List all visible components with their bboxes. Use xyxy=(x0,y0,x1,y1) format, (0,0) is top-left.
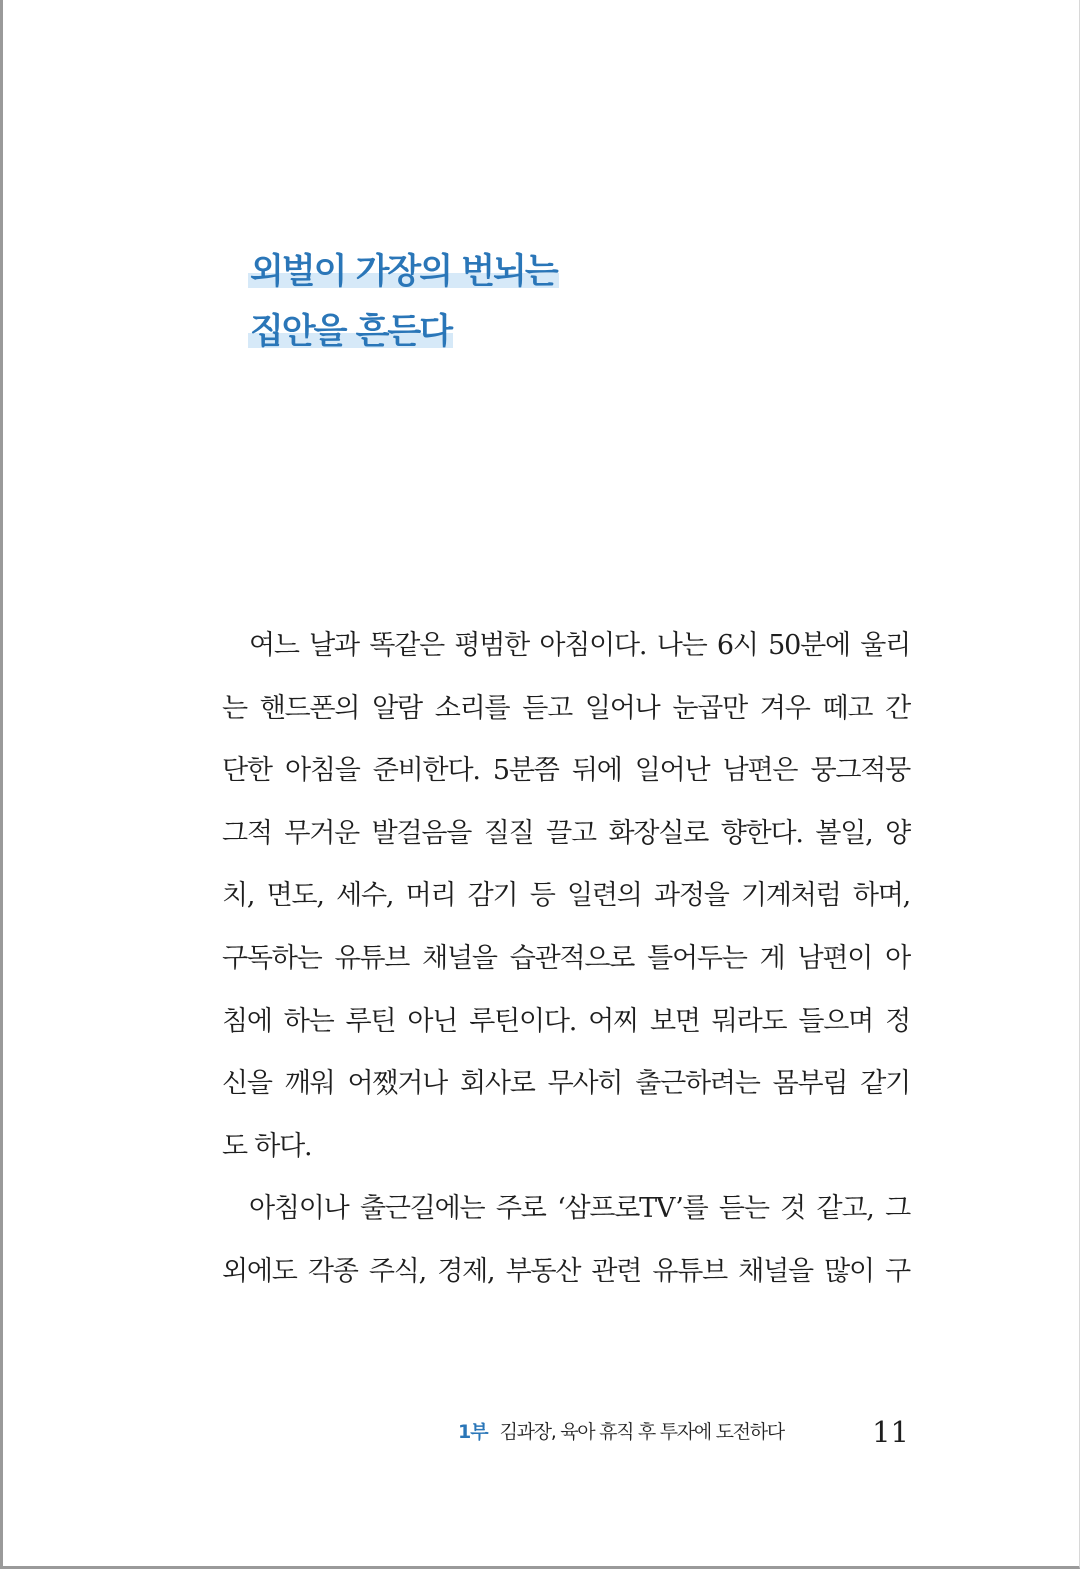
body-line: 도 하다. xyxy=(222,1130,312,1162)
body-line: 그적 무거운 발걸음을 질질 끌고 화장실로 향한다. 볼일, 양 xyxy=(222,817,910,849)
body-line: 여느 날과 똑같은 평범한 아침이다. 나는 6시 50분에 울리 xyxy=(249,630,910,661)
footer-chapter-title: 김과장, 육아 휴직 후 투자에 도전하다 xyxy=(499,1421,784,1443)
body-line: 단한 아침을 준비한다. 5분쯤 뒤에 일어난 남편은 뭉그적뭉 xyxy=(222,755,910,787)
body-line: 신을 깨워 어쨌거나 회사로 무사히 출근하려는 몸부림 같기 xyxy=(222,1068,910,1100)
body-line: 외에도 각종 주식, 경제, 부동산 관련 유튜브 채널을 많이 구 xyxy=(222,1255,910,1287)
chapter-title xyxy=(248,246,559,366)
running-footer xyxy=(458,1410,784,1454)
footer-part-label: 1부 xyxy=(458,1421,488,1443)
body-text xyxy=(222,615,910,1304)
body-line: 아침이나 출근길에는 주로 ‘삼프로TV’를 듣는 것 같고, 그 xyxy=(249,1193,910,1225)
body-line: 침에 하는 루틴 아닌 루틴이다. 어찌 보면 뭐라도 들으며 정 xyxy=(222,1005,910,1037)
chapter-title-line: 집안을 흔든다 xyxy=(250,312,452,352)
body-line: 는 핸드폰의 알람 소리를 듣고 일어나 눈곱만 겨우 떼고 간 xyxy=(222,692,910,724)
chapter-title-line: 외벌이 가장의 번뇌는 xyxy=(250,252,557,292)
body-line: 치, 면도, 세수, 머리 감기 등 일련의 과정을 기계처럼 하며, xyxy=(222,880,910,912)
body-line: 구독하는 유튜브 채널을 습관적으로 틀어두는 게 남편이 아 xyxy=(222,942,910,974)
page-number: 11 xyxy=(872,1415,909,1449)
